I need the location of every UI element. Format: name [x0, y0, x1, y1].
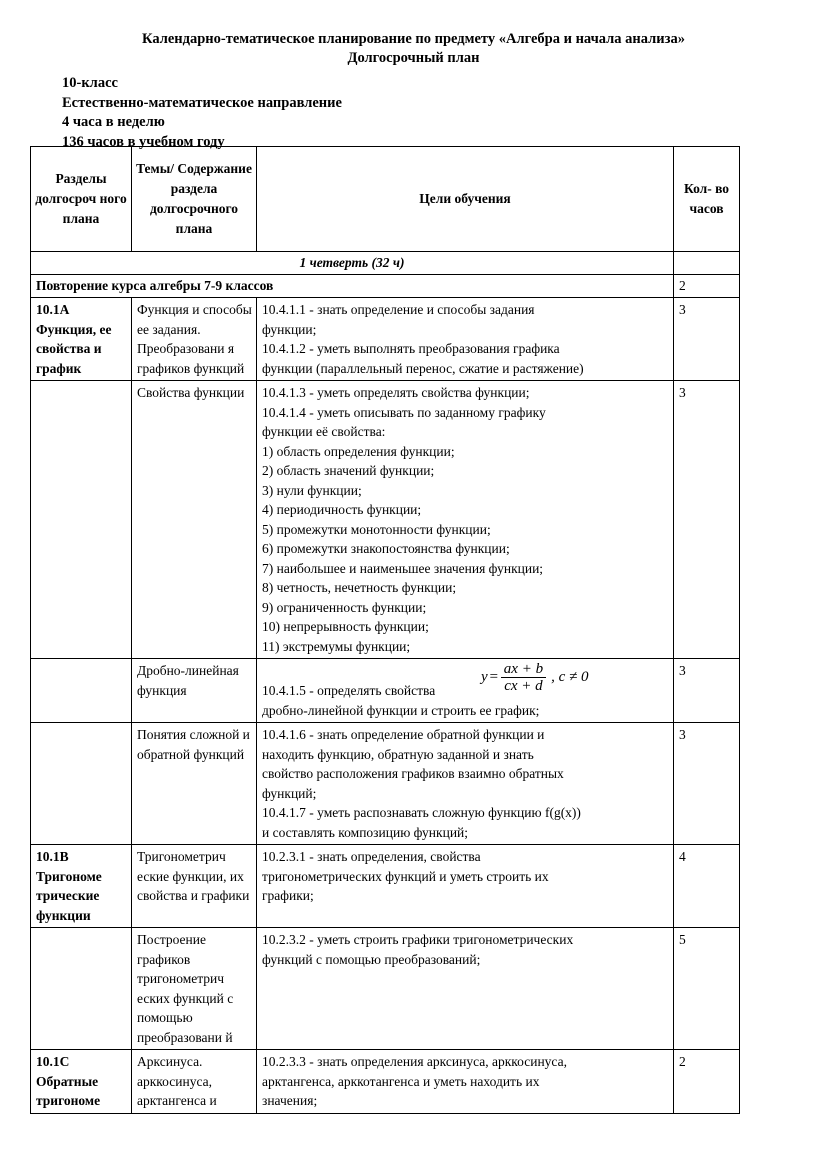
row-hours: 3	[674, 298, 740, 381]
meta-hours-per-week: 4 часа в неделю	[62, 114, 165, 130]
row-section: 10.1А Функция, ее свойства и график	[31, 298, 132, 381]
goal-line: арктангенса, арккотангенса и уметь находить их	[262, 1073, 540, 1089]
meta-hours-per-year: 136 часов в учебном году	[62, 133, 225, 150]
goal-line: 7) наибольшее и наименьшее значения функции;	[262, 560, 544, 576]
row-hours: 4	[674, 845, 740, 928]
goal-line: дробно-линейной функции и строить ее график;	[262, 702, 540, 718]
review-hours: 2	[674, 274, 740, 298]
row-topic: Понятия сложной и обратной функций	[132, 723, 257, 845]
goal-line: тригонометрических функций и уметь строить их	[262, 868, 549, 884]
row-hours: 5	[674, 928, 740, 1050]
row-section: 10.1С Обратные тригономе	[31, 1050, 132, 1114]
goal-line: функции;	[262, 321, 317, 337]
quarter-banner-row	[31, 252, 740, 275]
quarter-label: 1 четверть (32 ч)	[31, 252, 674, 275]
goal-line: 5) промежутки монотонности функции;	[262, 521, 491, 537]
column-header-goals: Цели обучения	[257, 147, 674, 252]
title-line-1: Календарно-тематическое планирование по предмету «Алгебра и начала анализа»	[142, 31, 685, 47]
row-topic: Свойства функции	[132, 381, 257, 659]
row-goals	[257, 723, 674, 845]
row-goals	[257, 928, 674, 1050]
goal-line: 1) область определения функции;	[262, 443, 455, 459]
goal-line: 6) промежутки знакопостоянства функции;	[262, 541, 510, 556]
goal-line: функции (параллельный перенос, сжатие и растяжение)	[262, 360, 584, 376]
row-section	[31, 659, 132, 723]
goal-line: 10.4.1.3 - уметь определять свойства функции;	[262, 385, 530, 400]
document-meta	[62, 74, 827, 152]
table-row	[31, 928, 740, 1050]
goal-line: графики;	[262, 888, 314, 903]
row-section: 10.1В Тригономе трические функции	[31, 845, 132, 928]
formula-denominator: cx + d	[501, 677, 546, 694]
row-hours: 3	[674, 659, 740, 723]
table-row	[31, 659, 740, 723]
column-header-sections: Разделы долгосроч ного плана	[31, 147, 132, 252]
formula-lhs: y	[481, 668, 488, 685]
goal-line: 3) нули функции;	[262, 482, 362, 498]
goal-line: 10) непрерывность функции;	[262, 619, 429, 634]
goal-line: 10.4.1.7 - уметь распознавать сложную функцию f(g(x))	[262, 805, 581, 820]
goal-line: значения;	[262, 1093, 318, 1108]
formula-fraction	[501, 661, 546, 694]
goal-line: свойство расположения графиков взаимно обратных	[262, 766, 564, 781]
formula-condition: , c ≠ 0	[551, 668, 589, 685]
table-row	[31, 845, 740, 928]
table-header-row	[31, 147, 740, 252]
goal-line: 10.4.1.5 - определять свойства	[262, 683, 436, 698]
row-goals	[257, 659, 674, 723]
meta-direction: Естественно-математическое направление	[62, 94, 342, 111]
row-topic: Дробно-линейная функция	[132, 659, 257, 723]
goal-line: 10.2.3.2 - уметь строить графики тригонометрических	[262, 932, 574, 947]
table-row	[31, 723, 740, 845]
review-label: Повторение курса алгебры 7-9 классов	[31, 274, 674, 298]
goal-line: 10.4.1.2 - уметь выполнять преобразования графика	[262, 341, 560, 356]
goal-line: 4) периодичность функции;	[262, 502, 422, 517]
goal-line: 10.4.1.4 - уметь описывать по заданному графику	[262, 404, 546, 420]
page-title	[60, 30, 767, 68]
goal-line: функций с помощью преобразований;	[262, 951, 481, 967]
goal-line: 10.2.3.1 - знать определения, свойства	[262, 849, 481, 864]
goal-line: 10.2.3.3 - знать определения арксинуса, арккосинуса,	[262, 1054, 567, 1069]
table-row	[31, 1050, 740, 1114]
row-goals	[257, 298, 674, 381]
formula-numerator: ax + b	[503, 661, 544, 677]
row-hours: 3	[674, 381, 740, 659]
row-section	[31, 928, 132, 1050]
row-topic: Тригонометрич еские функции, их свойства и графики	[132, 845, 257, 928]
row-section	[31, 381, 132, 659]
table-row	[31, 298, 740, 381]
goal-line: 8) четность, нечетность функции;	[262, 580, 457, 595]
row-topic: Функция и способы ее задания. Преобразовани я графиков функций	[132, 298, 257, 381]
row-topic: Арксинуса. арккосинуса, арктангенса и	[132, 1050, 257, 1114]
goal-line: функции её свойства:	[262, 424, 386, 439]
goal-line: 2) область значений функции;	[262, 463, 435, 478]
table-row	[31, 381, 740, 659]
goal-line: функций;	[262, 785, 317, 801]
row-hours: 3	[674, 723, 740, 845]
column-header-hours: Кол- во часов	[674, 147, 740, 252]
goal-line: и составлять композицию функций;	[262, 824, 469, 840]
goal-line: 9) ограниченность функции;	[262, 599, 427, 615]
fractional-linear-formula	[481, 661, 588, 694]
quarter-hours	[674, 252, 740, 275]
column-header-topics: Темы/ Содержание раздела долгосрочного плана	[132, 147, 257, 252]
row-section	[31, 723, 132, 845]
row-goals	[257, 1050, 674, 1114]
goal-line: 10.4.1.6 - знать определение обратной функции и	[262, 727, 545, 742]
row-goals	[257, 381, 674, 659]
title-line-2: Долгосрочный план	[347, 50, 480, 66]
meta-grade: 10-класс	[62, 75, 118, 91]
row-topic: Построение графиков тригонометрич еских функций с помощью преобразовани й	[132, 928, 257, 1050]
row-goals-text	[262, 681, 669, 720]
goal-line: 10.4.1.1 - знать определение и способы задания	[262, 302, 535, 317]
row-hours: 2	[674, 1050, 740, 1114]
goal-line: находить функцию, обратную заданной и знать	[262, 746, 534, 762]
row-goals	[257, 845, 674, 928]
formula-equals: =	[488, 668, 499, 685]
goal-line: 11) экстремумы функции;	[262, 638, 411, 654]
review-row	[31, 274, 740, 298]
long-term-plan-table	[30, 146, 740, 1114]
